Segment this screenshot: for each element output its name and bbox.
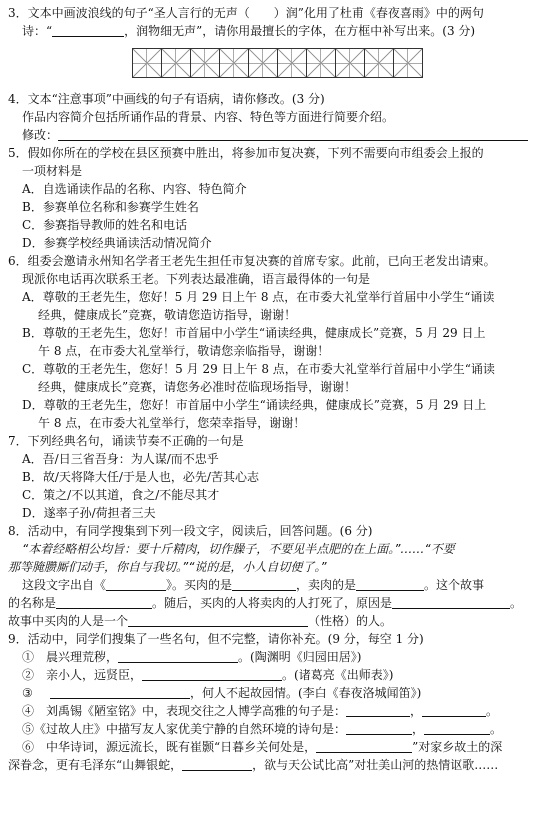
q4-fix-label: 修改： — [22, 128, 59, 142]
q9-text: ② 亲小人，远贤臣， — [22, 668, 143, 682]
q5-option-d[interactable]: D．参赛学校经典诵读活动情况简介 — [22, 236, 212, 250]
q8-seller-blank[interactable] — [356, 577, 424, 591]
q4-fix-blank[interactable] — [58, 127, 528, 141]
q8-text: 故事中买肉的人是一个 — [8, 614, 129, 628]
q6-line2: 现派你电话再次联系王老。下列表达最准确，语言最得体的一句是 — [22, 272, 371, 286]
q8-quote-1: “本着经略相公均旨：要十斤精肉，切作臊子，不要见半点肥的在上面。”……“不要 — [22, 542, 455, 556]
q7-option-d[interactable]: D．遂率子孙/荷担者三夫 — [22, 506, 156, 520]
q8-character-blank[interactable] — [128, 613, 308, 627]
q8-text: 。这个故事 — [424, 578, 485, 592]
q8-reason-blank[interactable] — [392, 595, 510, 609]
q8-text: 。随后，买肉的人将卖肉的人打死了，原因是 — [152, 596, 393, 610]
grid-cell[interactable] — [393, 48, 423, 78]
q9-text: ， — [410, 704, 423, 718]
q3-line2 — [8, 22, 547, 40]
q8-text: 。 — [510, 596, 523, 610]
q9-blank-5a[interactable] — [346, 721, 412, 735]
q6-option-d[interactable]: D．尊敬的王老先生，您好！市首届中小学生“诵读经典，健康成长”竞赛，5 月 29 日上 — [22, 398, 487, 412]
q7-option-a[interactable]: A．吾/日三省吾身：为人谋/而不忠乎 — [22, 452, 219, 466]
q9-marker-3: ③ — [22, 686, 33, 700]
q9-item-4 — [8, 702, 547, 720]
q5-line2: 一项材料是 — [22, 164, 83, 178]
q9-item-3 — [8, 684, 547, 702]
q8-text: （性格）的人。 — [308, 614, 393, 628]
q8-text: 这段文字出自《 — [22, 578, 107, 592]
q9-text: 。 — [490, 722, 503, 736]
q9-item-5 — [8, 720, 547, 738]
q8-line5 — [8, 612, 547, 630]
q9-text: 。(陶渊明《归园田居》) — [238, 650, 362, 664]
q9-item-2 — [8, 666, 547, 684]
q5-line1: 5．假如你所在的学校在县区预赛中胜出，将参加市复决赛，下列不需要向市组委会上报的 — [8, 146, 484, 160]
q8-story-blank[interactable] — [56, 595, 152, 609]
q9-blank-6a[interactable] — [316, 739, 412, 753]
q8-buyer-blank[interactable] — [232, 577, 296, 591]
q4-sentence: 作品内容简介包括所诵作品的背景、内容、特色等方面进行简要介绍。 — [22, 110, 395, 124]
q8-quote-2: 那等腌臜厮们动手，你自与我切。”“说的是，小人自切便了。” — [8, 560, 327, 574]
q9-text: ⑤《过故人庄》中描写友人家优美宁静的自然环境的诗句是： — [22, 722, 347, 736]
q6-option-c-cont: 经典，健康成长”竞赛，请您务必准时莅临现场指导，谢谢！ — [38, 380, 357, 394]
q3-writing-grid[interactable] — [8, 48, 547, 78]
grid-cell[interactable] — [277, 48, 307, 78]
q6-option-d-cont: 午 8 点，在市委大礼堂举行，您荣幸指导，谢谢！ — [38, 416, 306, 430]
q5-option-b[interactable]: B．参赛单位名称和参赛学生姓名 — [22, 200, 199, 214]
q9-text: ④ 刘禹锡《陋室铭》中，表现交往之人博学高雅的句子是： — [22, 704, 347, 718]
q9-text: ”对家乡故土的深 — [412, 740, 503, 754]
grid-cell[interactable] — [190, 48, 220, 78]
q8-line4 — [8, 594, 547, 612]
q9-blank-3[interactable] — [50, 685, 190, 699]
q8-line3 — [8, 576, 547, 594]
q9-line1: 9．活动中，同学们搜集了一些名句，但不完整，请你补充。(9 分，每空 1 分) — [8, 632, 424, 646]
grid-cell[interactable] — [306, 48, 336, 78]
q6-option-a-cont: 经典，健康成长”竞赛，敬请您造访指导，谢谢！ — [38, 308, 297, 322]
q3-text-b: ，润物细无声”，请你用最擅长的字体，在方框中补写出来。(3 分) — [124, 24, 476, 38]
q7-option-c[interactable]: C．策之/不以其道，食之/不能尽其才 — [22, 488, 220, 502]
q3-blank[interactable] — [52, 23, 124, 37]
q9-text: ， — [412, 722, 425, 736]
q8-text: ，卖肉的是 — [296, 578, 357, 592]
q9-text: 。 — [486, 704, 499, 718]
q9-item-1 — [8, 648, 547, 666]
q9-blank-4a[interactable] — [346, 703, 410, 717]
q9-text: ，何人不起故园情。(李白《春夜洛城闻笛》) — [190, 686, 422, 700]
q9-blank-5b[interactable] — [424, 721, 490, 735]
q4-fix-line — [8, 126, 547, 144]
q7-option-b[interactable]: B．故/天将降大任/于是人也，必先/苦其心志 — [22, 470, 259, 484]
grid-cell[interactable] — [161, 48, 191, 78]
q9-item-6 — [8, 738, 547, 756]
grid-cell[interactable] — [335, 48, 365, 78]
q7-line1: 7．下列经典名句，诵读节奏不正确的一句是 — [8, 434, 244, 448]
q6-option-b[interactable]: B．尊敬的王老先生，您好！市首届中小学生“诵读经典，健康成长”竞赛，5 月 29 日上 — [22, 326, 486, 340]
grid-cell[interactable] — [132, 48, 162, 78]
q5-option-c[interactable]: C．参赛指导教师的姓名和电话 — [22, 218, 188, 232]
q8-text: 》。买肉的是 — [166, 578, 233, 592]
q9-text: 深眷念，更有毛泽东“山舞银蛇， — [8, 758, 183, 772]
q9-blank-6b[interactable] — [182, 757, 252, 771]
q6-option-c[interactable]: C．尊敬的王老先生，您好！5 月 29 日上午 8 点，在市委大礼堂举行首届中小学生“诵读 — [22, 362, 495, 376]
q8-book-blank[interactable] — [106, 577, 166, 591]
q3-line1: 3．文本中画波浪线的句子“圣人言行的无声（ ）润”化用了杜甫《春夜喜雨》中的两句 — [8, 6, 484, 20]
q8-text: 的名称是 — [8, 596, 57, 610]
q9-text: ① 晨兴理荒秽， — [22, 650, 119, 664]
grid-cell[interactable] — [364, 48, 394, 78]
q3-text-a: 诗：“ — [22, 24, 53, 38]
q9-item-6-cont — [8, 756, 547, 774]
q9-blank-1[interactable] — [118, 649, 238, 663]
q6-line1: 6．组委会邀请永州知名学者王老先生担任市复决赛的首席专家。此前，已向王老发出请柬。 — [8, 254, 496, 268]
q6-option-a[interactable]: A．尊敬的王老先生，您好！5 月 29 日上午 8 点，在市委大礼堂举行首届中小学生“诵读 — [22, 290, 495, 304]
q4-line1: 4．文本“注意事项”中画线的句子有语病，请你修改。(3 分) — [8, 92, 325, 106]
q9-text: ⑥ 中华诗词，源远流长，既有崔颢“日暮乡关何处是， — [22, 740, 317, 754]
q9-blank-2[interactable] — [142, 667, 282, 681]
grid-cell[interactable] — [248, 48, 278, 78]
q8-line1: 8．活动中，有同学搜集到下列一段文字，阅读后，回答问题。(6 分) — [8, 524, 373, 538]
q5-option-a[interactable]: A．自选诵读作品的名称、内容、特色简介 — [22, 182, 247, 196]
grid-cell[interactable] — [219, 48, 249, 78]
q9-text: 。(诸葛亮《出师表》) — [282, 668, 394, 682]
q9-blank-4b[interactable] — [422, 703, 486, 717]
q9-text: ，欲与天公试比高”对壮美山河的热情讴歌…… — [252, 758, 499, 772]
q6-option-b-cont: 午 8 点，在市委大礼堂举行，敬请您亲临指导，谢谢！ — [38, 344, 330, 358]
